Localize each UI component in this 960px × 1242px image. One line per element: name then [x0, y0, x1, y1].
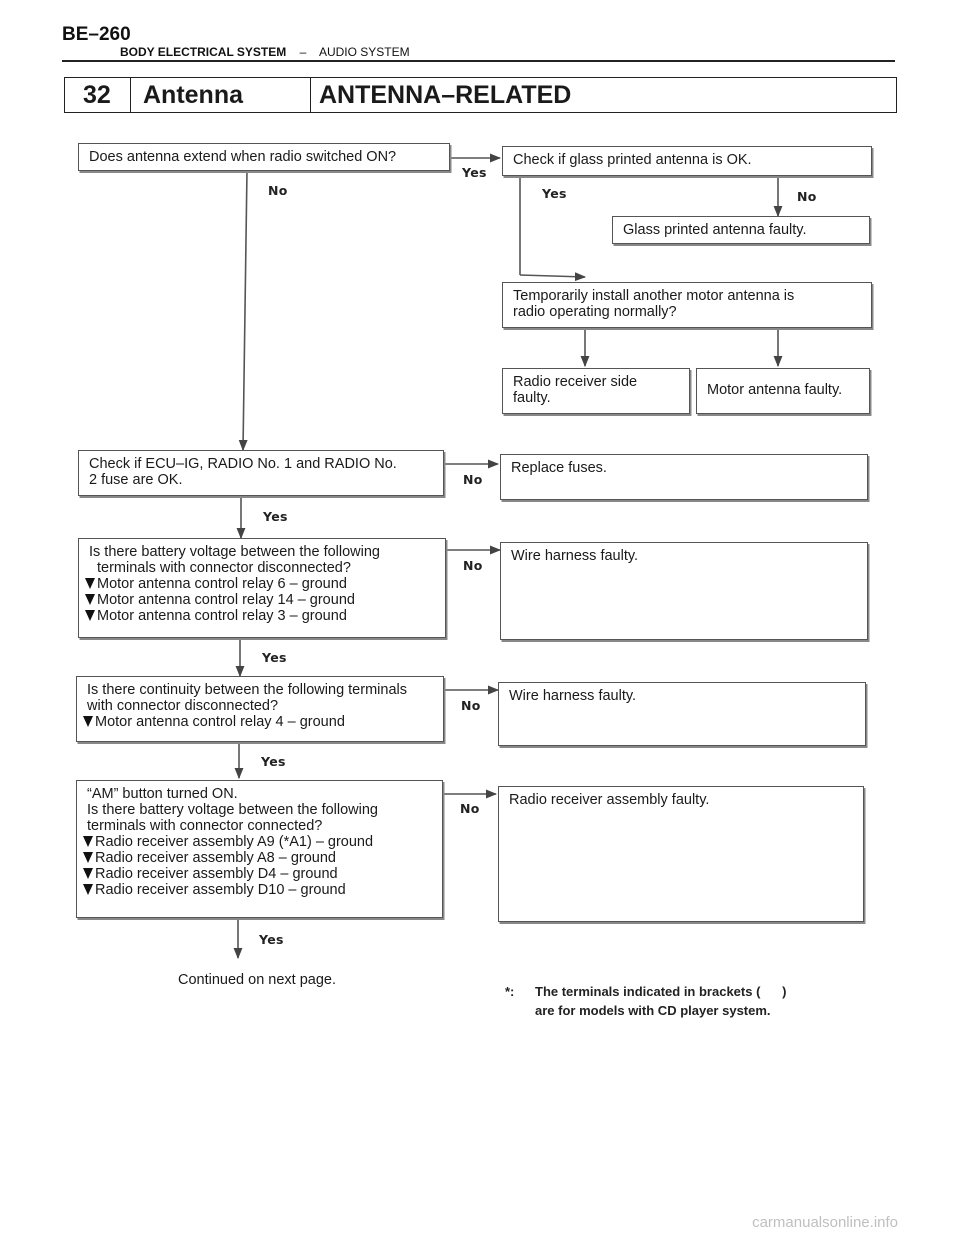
title-item: Antenna — [131, 78, 311, 112]
box-text: Replace fuses. — [511, 460, 607, 476]
label-yes: Yes — [261, 754, 286, 769]
box-motor-faulty — [696, 368, 870, 414]
box-text: Check if ECU–IG, RADIO No. 1 and RADIO No. — [89, 456, 397, 472]
box-text: terminals with connector disconnected? — [97, 560, 351, 576]
box-text: with connector disconnected? — [87, 698, 279, 714]
bullet-item: Radio receiver assembly D4 – ground — [83, 866, 432, 882]
box-text: Radio receiver assembly faulty. — [509, 792, 710, 808]
box-am-check — [76, 780, 443, 918]
label-yes: Yes — [462, 165, 487, 180]
bullet-item: Motor antenna control relay 6 – ground — [85, 576, 435, 592]
label-yes: Yes — [259, 932, 284, 947]
box-harness-faulty-1 — [500, 542, 868, 640]
footnote-line-2: are for models with CD player system. — [535, 1003, 771, 1018]
bullet-item: Radio receiver assembly A9 (*A1) – ground — [83, 834, 432, 850]
bullet-item: Radio receiver assembly D10 – ground — [83, 882, 432, 898]
box-text: Temporarily install another motor antenna is — [513, 288, 795, 304]
label-no: No — [268, 183, 288, 198]
box-text: Glass printed antenna faulty. — [623, 222, 807, 238]
page-number: BE–260 — [62, 24, 131, 45]
box-text: 2 fuse are OK. — [89, 472, 183, 488]
arrow-glass-yes — [520, 275, 585, 277]
box-text: Is there battery voltage between the following — [89, 544, 380, 560]
title-number: 32 — [65, 78, 131, 112]
box-text: terminals with connector connected? — [87, 818, 323, 834]
box-text: Does antenna extend when radio switched ON? — [89, 149, 397, 165]
box-text: Wire harness faulty. — [509, 688, 637, 704]
box-receiver-side — [502, 368, 690, 414]
label-no: No — [463, 472, 483, 487]
box-replace-fuses — [500, 454, 868, 500]
label-yes: Yes — [263, 509, 288, 524]
section-main: BODY ELECTRICAL SYSTEM — [120, 45, 287, 59]
label-no: No — [463, 558, 483, 573]
box-text: “AM” button turned ON. — [87, 786, 238, 802]
label-no: No — [461, 698, 481, 713]
label-no: No — [797, 189, 817, 204]
box-antenna-extend — [78, 143, 450, 171]
box-text: Is there battery voltage between the following — [87, 802, 378, 818]
footnote — [505, 982, 786, 1020]
bullet-item: Motor antenna control relay 4 – ground — [83, 714, 433, 730]
box-continuity-check — [76, 676, 444, 742]
box-fuse-check — [78, 450, 444, 496]
label-yes: Yes — [542, 186, 567, 201]
bullet-item: Radio receiver assembly A8 – ground — [83, 850, 432, 866]
box-text: Motor antenna faulty. — [707, 382, 843, 398]
footnote-mark: *: — [505, 984, 515, 999]
label-no: No — [460, 801, 480, 816]
box-glass-faulty — [612, 216, 870, 244]
title-topic: ANTENNA–RELATED — [319, 80, 572, 109]
bullet-item: Motor antenna control relay 3 – ground — [85, 608, 435, 624]
continued-note: Continued on next page. — [178, 972, 337, 988]
box-text: radio operating normally? — [513, 304, 677, 320]
box-text: Check if glass printed antenna is OK. — [513, 152, 752, 168]
footnote-line-1: The terminals indicated in brackets ( ) — [535, 984, 787, 999]
box-text: Radio receiver side — [513, 374, 638, 390]
label-yes: Yes — [262, 650, 287, 665]
watermark: carmanualsonline.info — [752, 1214, 898, 1231]
box-battery-check — [78, 538, 446, 638]
arrow-q1-no — [243, 170, 247, 450]
section-separator: – — [299, 45, 307, 59]
box-temp-install — [502, 282, 872, 328]
box-text: Wire harness faulty. — [511, 548, 639, 564]
box-receiver-assembly-faulty — [498, 786, 864, 922]
section-sub: AUDIO SYSTEM — [318, 45, 410, 59]
box-harness-faulty-2 — [498, 682, 866, 746]
bullet-item: Motor antenna control relay 14 – ground — [85, 592, 435, 608]
box-text: Is there continuity between the following terminals — [87, 682, 407, 698]
box-text: faulty. — [513, 390, 551, 406]
box-glass-check — [502, 146, 872, 176]
